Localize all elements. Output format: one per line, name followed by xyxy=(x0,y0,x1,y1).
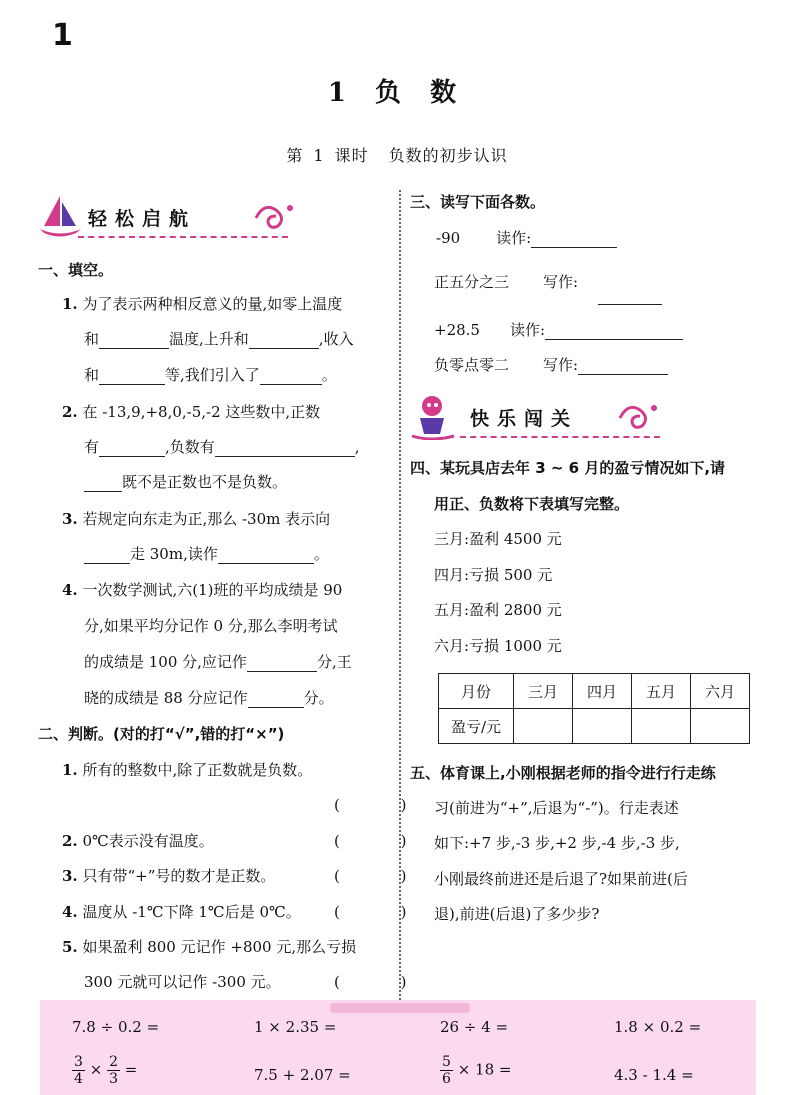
denominator: 6 xyxy=(442,1071,451,1087)
s3-item-4 xyxy=(434,355,668,375)
month-record-3: 五月:盈利 2800 元 xyxy=(434,601,562,619)
section5-line3: 如下:+7 步,-3 步,+2 步,-4 步,-3 步, xyxy=(434,834,680,852)
page-number: 1 xyxy=(52,18,73,53)
q-text: 温度,上升和 xyxy=(169,330,249,348)
s2-q3 xyxy=(62,866,275,886)
banner-happy-challenge-text: 快乐闯关 xyxy=(470,408,579,430)
answer-blank[interactable] xyxy=(84,475,122,492)
s2-q5-line2 xyxy=(84,972,281,992)
s3-item-3 xyxy=(434,320,683,340)
section3-heading: 三、读写下面各数。 xyxy=(410,193,546,211)
cartoon-kid-icon xyxy=(410,392,456,440)
q-number: 4. xyxy=(62,581,78,599)
s1-q2-line2 xyxy=(84,437,360,457)
q-text: 分,王 xyxy=(316,653,352,671)
answer-paren[interactable]: ( ) xyxy=(334,832,435,850)
numerator: 3 xyxy=(74,1054,83,1070)
q-text: 分,如果平均分记作 0 分,那么李明考试 xyxy=(84,617,338,635)
table-answer-cell[interactable] xyxy=(573,709,632,744)
action-label: 读作: xyxy=(496,229,532,247)
s3-item-1 xyxy=(436,228,617,248)
q-text: 的成绩是 100 分,应记作 xyxy=(84,653,247,671)
section5-line1: 五、体育课上,小刚根据老师的指令进行行走练 xyxy=(410,764,716,782)
table-header-cell: 四月 xyxy=(573,674,632,709)
s1-q1-line1 xyxy=(62,294,342,314)
number-value: 负零点零二 xyxy=(434,356,510,374)
numerator: 2 xyxy=(109,1054,118,1070)
equals: = xyxy=(124,1060,138,1079)
table-row xyxy=(439,709,750,744)
calc-item: 7.5 + 2.07 = xyxy=(254,1066,351,1084)
numerator: 5 xyxy=(442,1054,451,1070)
q-text: 等,我们引入了 xyxy=(165,366,260,384)
calc-item: 1.8 × 0.2 = xyxy=(614,1018,702,1036)
s2-q2 xyxy=(62,831,214,851)
section5-line2: 习(前进为“+”,后退为“-”)。行走表述 xyxy=(434,799,679,817)
denominator: 3 xyxy=(109,1071,118,1087)
answer-blank[interactable] xyxy=(578,358,668,375)
s1-q1-line2 xyxy=(84,329,354,349)
s1-q4-line3 xyxy=(84,652,352,672)
profit-loss-table xyxy=(438,673,750,744)
q-text: 走 30m,读作 xyxy=(130,545,218,563)
answer-paren[interactable]: ( ) xyxy=(334,973,435,991)
section5-line4: 小刚最终前进还是后退了?如果前进(后 xyxy=(434,870,688,888)
answer-blank[interactable] xyxy=(99,332,169,349)
answer-paren[interactable]: ( ) xyxy=(334,796,435,814)
q-text: 。 xyxy=(321,366,337,384)
q-text: 。 xyxy=(313,545,329,563)
fraction xyxy=(72,1054,85,1087)
s3-item-2 xyxy=(434,272,578,292)
q-number: 1. xyxy=(62,295,78,313)
q-text: 晓的成绩是 88 分应记作 xyxy=(84,689,248,707)
banner-underline xyxy=(78,236,288,238)
q-number: 2. xyxy=(62,832,78,850)
chapter-title: 1 负 数 xyxy=(327,78,467,108)
s1-q2-line3 xyxy=(84,472,287,492)
q-number: 5. xyxy=(62,938,78,956)
q-text: ,负数有 xyxy=(165,438,215,456)
s1-q3-line2 xyxy=(84,544,329,564)
q-number: 2. xyxy=(62,403,78,421)
month-record-1: 三月:盈利 4500 元 xyxy=(434,530,562,548)
lesson-title xyxy=(0,143,794,166)
q-text: 既不是正数也不是负数。 xyxy=(122,473,288,491)
calc-item: 1 × 2.35 = xyxy=(254,1018,337,1036)
table-header-cell: 五月 xyxy=(632,674,691,709)
q-number: 1. xyxy=(62,761,78,779)
s1-q4-line2 xyxy=(84,616,338,636)
q-text: 温度从 -1℃下降 1℃后是 0℃。 xyxy=(82,903,301,921)
s2-q4 xyxy=(62,902,301,922)
action-label: 写作: xyxy=(543,356,579,374)
fraction xyxy=(440,1054,453,1087)
denominator: 4 xyxy=(74,1071,83,1087)
q-number: 3. xyxy=(62,510,78,528)
q-text: 有 xyxy=(84,438,100,456)
calc-item-fraction xyxy=(440,1054,511,1087)
section4-line1: 四、某玩具店去年 3 ~ 6 月的盈亏情况如下,请 xyxy=(410,459,726,477)
swirl-icon xyxy=(250,198,298,234)
calc-item-fraction xyxy=(72,1054,137,1087)
answer-blank[interactable] xyxy=(260,368,322,385)
answer-blank[interactable] xyxy=(247,655,317,672)
answer-blank[interactable] xyxy=(84,547,130,564)
q-number: 4. xyxy=(62,903,78,921)
q-text: 所有的整数中,除了正数就是负数。 xyxy=(82,761,313,779)
answer-blank[interactable] xyxy=(218,547,314,564)
q-text: , xyxy=(354,438,360,456)
s1-q1-line3 xyxy=(84,365,337,385)
q-text: 分。 xyxy=(303,689,334,707)
number-value: 正五分之三 xyxy=(434,273,510,291)
s1-q4-line4 xyxy=(84,688,334,708)
action-label: 写作: xyxy=(543,273,579,291)
banner-happy-challenge xyxy=(410,392,665,442)
calc-item: 7.8 ÷ 0.2 = xyxy=(72,1018,160,1036)
section5-line5: 退),前进(后退)了多少步? xyxy=(434,905,600,923)
q-text: 300 元就可以记作 -300 元。 xyxy=(84,973,281,991)
q-text: 和 xyxy=(84,330,100,348)
s1-q3-line1 xyxy=(62,509,330,529)
s2-q1 xyxy=(62,760,312,780)
fraction xyxy=(107,1054,120,1087)
answer-blank[interactable] xyxy=(531,231,617,248)
calc-rest: × 18 = xyxy=(457,1060,512,1079)
calc-item: 4.3 - 1.4 = xyxy=(614,1066,694,1084)
action-label: 读作: xyxy=(509,321,546,339)
section1-heading: 一、填空。 xyxy=(38,261,114,279)
table-answer-cell[interactable] xyxy=(514,709,573,744)
banner-easy-start xyxy=(38,192,293,242)
answer-blank[interactable] xyxy=(99,440,165,457)
answer-blank[interactable] xyxy=(545,323,683,340)
number-value: -90 xyxy=(436,229,461,247)
table-answer-cell[interactable] xyxy=(632,709,691,744)
table-header-cell: 月份 xyxy=(439,674,514,709)
table-header-cell: 三月 xyxy=(514,674,573,709)
lesson-name: 负数的初步认识 xyxy=(388,146,508,165)
banner-easy-start-text: 轻松启航 xyxy=(88,208,197,230)
table-row-label: 盈亏/元 xyxy=(439,709,514,744)
q-text: 如果盈利 800 元记作 +800 元,那么亏损 xyxy=(82,938,357,956)
q-text: 为了表示两种相反意义的量,如零上温度 xyxy=(82,295,343,313)
operator: × xyxy=(89,1060,103,1079)
answer-paren[interactable]: ( ) xyxy=(334,903,435,921)
q-text: 若规定向东走为正,那么 -30m 表示向 xyxy=(82,510,331,528)
s1-q4-line1 xyxy=(62,580,342,600)
s1-q2-line1 xyxy=(62,402,320,422)
q-text: 和 xyxy=(84,366,100,384)
answer-blank[interactable] xyxy=(215,440,355,457)
table-answer-cell[interactable] xyxy=(691,709,750,744)
calc-item: 26 ÷ 4 = xyxy=(440,1018,509,1036)
answer-blank[interactable] xyxy=(99,368,165,385)
q-number: 3. xyxy=(62,867,78,885)
month-record-4: 六月:亏损 1000 元 xyxy=(434,637,562,655)
oral-calc-panel-tab xyxy=(330,1003,470,1013)
answer-blank[interactable] xyxy=(248,691,304,708)
q-text: ,收入 xyxy=(318,330,354,348)
section4-line2: 用正、负数将下表填写完整。 xyxy=(434,495,630,513)
number-value: +28.5 xyxy=(434,321,480,339)
answer-paren[interactable]: ( ) xyxy=(334,867,435,885)
swirl-icon xyxy=(614,398,662,434)
q-text: 一次数学测试,六(1)班的平均成绩是 90 xyxy=(82,581,343,599)
s2-q5-line1 xyxy=(62,937,356,957)
table-header-cell: 六月 xyxy=(691,674,750,709)
banner-underline xyxy=(460,436,660,438)
answer-blank[interactable] xyxy=(598,288,662,305)
section2-heading: 二、判断。(对的打“√”,错的打“×”) xyxy=(38,725,285,743)
q-text: 0℃表示没有温度。 xyxy=(82,832,214,850)
column-divider xyxy=(399,190,401,1000)
table-header-row xyxy=(439,674,750,709)
q-text: 在 -13,9,+8,0,-5,-2 这些数中,正数 xyxy=(82,403,321,421)
answer-blank[interactable] xyxy=(249,332,319,349)
q-text: 只有带“+”号的数才是正数。 xyxy=(82,867,276,885)
sailboat-icon xyxy=(38,192,83,240)
lesson-label: 第 1 课时 xyxy=(286,146,369,165)
month-record-2: 四月:亏损 500 元 xyxy=(434,566,553,584)
